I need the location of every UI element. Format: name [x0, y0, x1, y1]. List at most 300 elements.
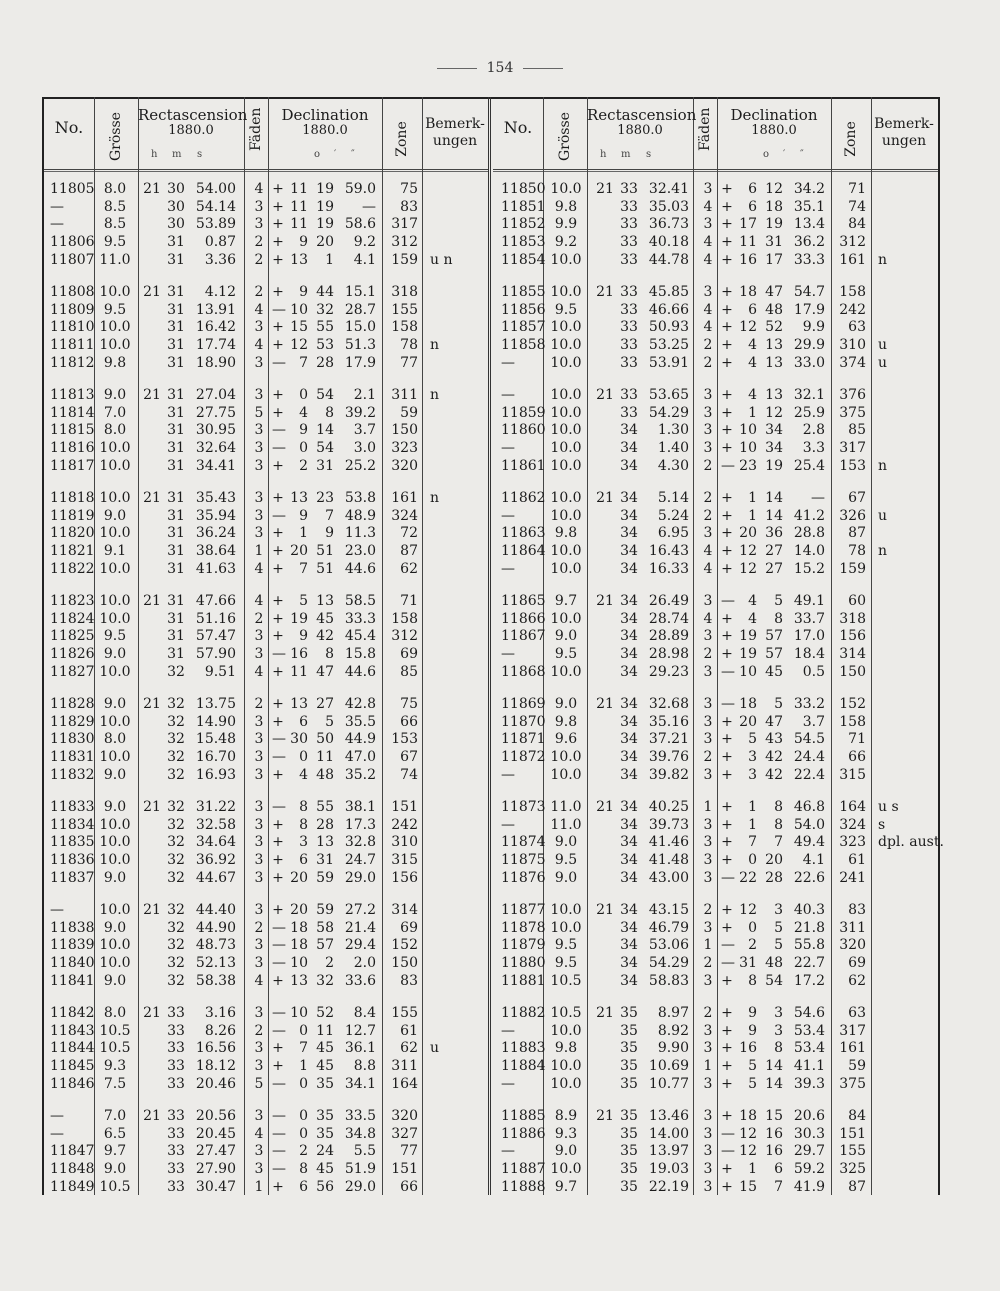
row-group [493, 902, 938, 990]
table-row [493, 714, 938, 732]
cell-dec-deg: 9 [299, 234, 308, 251]
cell-ra-m: 32 [167, 816, 185, 833]
table-row [44, 920, 488, 938]
cell-ra-s: 1.40 [657, 440, 689, 457]
cell-groesse: 10.0 [550, 543, 582, 560]
cell-faeden: 2 [254, 696, 264, 712]
cell-bemerkung: n [430, 387, 440, 403]
cell-ra-m: 31 [167, 422, 185, 439]
header-rectascension: Rectascension [587, 106, 697, 124]
cell-zone: 241 [839, 869, 866, 886]
cell-dec-sign: + [721, 799, 733, 815]
cell-zone: 74 [400, 766, 418, 783]
cell-dec-min: 59 [316, 869, 334, 886]
cell-dec-deg: 9 [299, 284, 308, 300]
cell-groesse: 10.0 [550, 319, 582, 336]
cell-dec-deg: 6 [748, 198, 757, 215]
cell-dec-sec: 53.4 [793, 1022, 825, 1039]
cell-dec-sec: 44.9 [344, 731, 376, 748]
cell-no: 11834 [50, 816, 95, 833]
cell-zone: 320 [839, 937, 866, 954]
cell-dec-deg: 13 [290, 696, 308, 712]
cell-ra-s: 46.79 [648, 919, 689, 936]
cell-dec-deg: 31 [739, 955, 757, 972]
table-row [493, 1005, 938, 1023]
cell-ra-s: 9.90 [657, 1040, 689, 1057]
cell-dec-deg: 4 [748, 593, 757, 609]
cell-groesse: 10.0 [99, 852, 131, 869]
table-row [44, 284, 488, 302]
cell-dec-deg: 19 [739, 628, 757, 645]
table-row [44, 767, 488, 785]
cell-dec-deg: 12 [739, 560, 757, 577]
cell-ra-h: 21 [143, 490, 161, 506]
cell-ra-m: 32 [167, 749, 185, 766]
cell-dec-deg: 1 [748, 799, 757, 815]
table-row [493, 302, 938, 320]
cell-ra-m: 34 [620, 955, 638, 972]
cell-no: 11868 [501, 663, 546, 680]
cell-groesse: 9.0 [103, 766, 127, 783]
table-row [44, 234, 488, 252]
cell-no: 11820 [50, 525, 95, 542]
table-row [493, 525, 938, 543]
cell-faeden: 3 [254, 525, 264, 542]
table-row [493, 216, 938, 234]
cell-groesse: 8.0 [103, 731, 127, 748]
cell-ra-s: 13.75 [195, 696, 236, 712]
cell-faeden: 3 [254, 646, 264, 663]
cell-faeden: 3 [703, 834, 713, 851]
cell-zone: 150 [391, 422, 418, 439]
cell-ra-m: 33 [620, 387, 638, 403]
cell-ra-m: 32 [167, 902, 185, 918]
cell-dec-deg: 10 [739, 440, 757, 457]
cell-ra-m: 33 [167, 1058, 185, 1075]
cell-ra-s: 3.16 [204, 1005, 236, 1021]
cell-dec-sign: + [721, 919, 733, 936]
cell-zone: 155 [839, 1143, 866, 1160]
cell-ra-s: 43.15 [648, 902, 689, 918]
cell-dec-sign: — [272, 422, 286, 439]
cell-groesse: 9.0 [103, 799, 127, 815]
cell-ra-s: 41.48 [648, 852, 689, 869]
table-row [493, 696, 938, 714]
cell-no: 11825 [50, 628, 95, 645]
table-row [44, 458, 488, 476]
cell-faeden: 4 [254, 593, 264, 609]
cell-dec-deg: 18 [290, 919, 308, 936]
cell-faeden: 4 [703, 543, 713, 560]
cell-no: 11830 [50, 731, 95, 748]
cell-groesse: 9.0 [554, 696, 578, 712]
table-row [44, 628, 488, 646]
cell-faeden: 3 [254, 1040, 264, 1057]
cell-dec-sign: — [272, 1005, 286, 1021]
table-row [44, 1005, 488, 1023]
cell-dec-deg: 1 [299, 525, 308, 542]
table-row [44, 181, 488, 199]
cell-groesse: 9.7 [103, 1143, 127, 1160]
cell-no: 11864 [501, 543, 546, 560]
cell-no: 11829 [50, 713, 95, 730]
cell-dec-sec: 54.6 [793, 1005, 825, 1021]
cell-dec-deg: 11 [290, 198, 308, 215]
cell-groesse: 10.0 [550, 440, 582, 457]
cell-ra-s: 58.38 [195, 972, 236, 989]
cell-no: 11818 [50, 490, 95, 506]
cell-dec-sign: + [721, 902, 733, 918]
cell-dec-sign: + [721, 422, 733, 439]
cell-groesse: 10.0 [99, 593, 131, 609]
cell-no: 11876 [501, 869, 546, 886]
cell-ra-m: 34 [620, 610, 638, 627]
cell-groesse: 9.5 [103, 301, 127, 318]
table-row [493, 1126, 938, 1144]
cell-groesse: 9.5 [554, 955, 578, 972]
cell-faeden: 1 [703, 799, 713, 815]
cell-dec-sec: 29.0 [344, 1178, 376, 1195]
cell-dec-sign: + [272, 251, 284, 268]
cell-dec-min: 13 [765, 337, 783, 354]
cell-ra-s: 3.36 [204, 251, 236, 268]
cell-ra-s: 4.12 [204, 284, 236, 300]
cell-dec-min: 48 [765, 955, 783, 972]
cell-bemerkung: u [878, 337, 888, 354]
cell-no: 11845 [50, 1058, 95, 1075]
cell-dec-sec: 29.4 [344, 937, 376, 954]
cell-zone: 74 [848, 198, 866, 215]
cell-dec-min: 45 [765, 663, 783, 680]
cell-faeden: 3 [703, 284, 713, 300]
cell-no: 11879 [501, 937, 546, 954]
cell-dec-min: 8 [774, 816, 783, 833]
cell-no: 11857 [501, 319, 546, 336]
table-row [44, 646, 488, 664]
cell-dec-min: 55 [316, 319, 334, 336]
cell-ra-s: 36.92 [195, 852, 236, 869]
cell-ra-s: 29.23 [648, 663, 689, 680]
cell-ra-m: 32 [167, 869, 185, 886]
cell-faeden: 4 [254, 301, 264, 318]
cell-ra-m: 33 [620, 181, 638, 197]
cell-bemerkung: n [878, 543, 888, 560]
cell-groesse: 10.0 [550, 560, 582, 577]
cell-dec-sign: — [272, 1143, 286, 1160]
cell-faeden: 3 [703, 440, 713, 457]
cell-ra-s: 48.73 [195, 937, 236, 954]
cell-dec-sec: 53.8 [344, 490, 376, 506]
cell-faeden: 3 [254, 852, 264, 869]
cell-dec-deg: 5 [748, 1058, 757, 1075]
header-bemerkungen-2: ungen [881, 133, 927, 149]
cell-ra-s: 35.43 [195, 490, 236, 506]
cell-ra-m: 31 [167, 457, 185, 474]
header-declination: Declination [730, 106, 818, 124]
cell-dec-deg: 11 [290, 216, 308, 233]
cell-zone: 315 [391, 852, 418, 869]
cell-dec-sec: 33.6 [344, 972, 376, 989]
cell-no: — [501, 766, 515, 783]
cell-zone: 375 [839, 1075, 866, 1092]
cell-ra-h: 21 [596, 1108, 614, 1124]
cell-ra-m: 31 [167, 440, 185, 457]
cell-groesse: 10.0 [550, 1075, 582, 1092]
cell-ra-m: 31 [167, 354, 185, 371]
cell-dec-sec: 3.7 [802, 713, 825, 730]
cell-no: 11819 [50, 507, 95, 524]
cell-groesse: 10.0 [99, 816, 131, 833]
cell-faeden: 3 [703, 816, 713, 833]
cell-faeden: 3 [254, 628, 264, 645]
cell-ra-s: 40.18 [648, 234, 689, 251]
cell-ra-m: 34 [620, 799, 638, 815]
cell-zone: 156 [391, 869, 418, 886]
cell-dec-sec: 17.3 [344, 816, 376, 833]
cell-dec-min: 35 [316, 1108, 334, 1124]
table-row [44, 799, 488, 817]
cell-faeden: 3 [254, 490, 264, 506]
cell-groesse: 8.0 [103, 181, 127, 197]
cell-dec-min: 31 [316, 457, 334, 474]
cell-bemerkung: u n [430, 251, 453, 268]
cell-dec-sign: + [272, 816, 284, 833]
cell-no: 11848 [50, 1161, 95, 1178]
cell-groesse: 10.0 [550, 404, 582, 421]
cell-faeden: 3 [254, 1108, 264, 1124]
cell-zone: 87 [848, 1178, 866, 1195]
cell-dec-sign: + [721, 1040, 733, 1057]
cell-dec-sec: 15.2 [793, 560, 825, 577]
cell-faeden: 3 [703, 1108, 713, 1124]
cell-dec-deg: 2 [299, 457, 308, 474]
cell-dec-deg: 6 [748, 181, 757, 197]
cell-groesse: 10.0 [99, 937, 131, 954]
header-dec-min: ′ [783, 149, 786, 160]
cell-dec-min: 5 [774, 937, 783, 954]
cell-groesse: 10.5 [99, 1022, 131, 1039]
table-row [493, 749, 938, 767]
row-group [493, 593, 938, 681]
cell-ra-s: 16.93 [195, 766, 236, 783]
cell-no: 11887 [501, 1161, 546, 1178]
cell-dec-deg: 0 [299, 387, 308, 403]
cell-zone: 151 [839, 1125, 866, 1142]
cell-ra-m: 33 [620, 301, 638, 318]
cell-no: 11875 [501, 852, 546, 869]
cell-dec-deg: 20 [290, 869, 308, 886]
cell-no: 11858 [501, 337, 546, 354]
cell-dec-sec: 29.9 [793, 337, 825, 354]
cell-dec-deg: 10 [290, 1005, 308, 1021]
cell-ra-s: 16.56 [195, 1040, 236, 1057]
cell-dec-min: 14 [765, 490, 783, 506]
cell-zone: 75 [400, 181, 418, 197]
cell-ra-s: 4.30 [657, 457, 689, 474]
table-row [493, 920, 938, 938]
cell-dec-deg: 12 [739, 1143, 757, 1160]
header-dec-deg: o [763, 149, 770, 160]
table-row [493, 1108, 938, 1126]
cell-dec-min: 19 [316, 181, 334, 197]
cell-dec-sec: 49.1 [793, 593, 825, 609]
cell-ra-s: 1.30 [657, 422, 689, 439]
cell-no: 11854 [501, 251, 546, 268]
cell-ra-h: 21 [596, 490, 614, 506]
cell-faeden: 3 [703, 404, 713, 421]
cell-dec-sign: — [272, 955, 286, 972]
cell-dec-min: 17 [765, 251, 783, 268]
cell-dec-deg: 12 [290, 337, 308, 354]
table-row [493, 973, 938, 991]
cell-dec-sec: 4.1 [353, 251, 376, 268]
cell-ra-m: 31 [167, 337, 185, 354]
header-bemerkungen-1: Bemerk- [425, 116, 485, 132]
cell-dec-deg: 6 [299, 852, 308, 869]
cell-groesse: 9.0 [103, 507, 127, 524]
cell-dec-sign: — [272, 646, 286, 663]
cell-ra-m: 35 [620, 1022, 638, 1039]
cell-dec-sec: 49.4 [793, 834, 825, 851]
cell-zone: 310 [391, 834, 418, 851]
cell-dec-sec: 44.6 [344, 663, 376, 680]
cell-faeden: 3 [254, 766, 264, 783]
cell-groesse: 11.0 [550, 799, 582, 815]
cell-groesse: 10.0 [550, 181, 582, 197]
cell-ra-m: 34 [620, 749, 638, 766]
cell-groesse: 10.0 [99, 440, 131, 457]
table-row [44, 714, 488, 732]
cell-dec-deg: 4 [748, 387, 757, 403]
cell-ra-m: 33 [620, 251, 638, 268]
cell-dec-sec: 4.1 [802, 852, 825, 869]
cell-zone: 153 [391, 731, 418, 748]
cell-dec-deg: 4 [748, 337, 757, 354]
catalog-table-left [44, 97, 488, 1195]
cell-dec-sign: + [272, 284, 284, 300]
cell-ra-m: 32 [167, 937, 185, 954]
cell-ra-h: 21 [143, 1108, 161, 1124]
row-group [493, 181, 938, 269]
cell-dec-sign: + [721, 440, 733, 457]
cell-dec-sign: + [721, 646, 733, 663]
cell-ra-s: 16.43 [648, 543, 689, 560]
cell-dec-min: 16 [765, 1143, 783, 1160]
cell-dec-sec: 34.8 [344, 1125, 376, 1142]
cell-zone: 85 [848, 422, 866, 439]
cell-no: 11837 [50, 869, 95, 886]
cell-ra-m: 35 [620, 1005, 638, 1021]
cell-dec-min: 19 [765, 457, 783, 474]
table-row [44, 302, 488, 320]
cell-zone: 323 [839, 834, 866, 851]
cell-faeden: 2 [254, 610, 264, 627]
cell-no: 11865 [501, 593, 546, 609]
cell-dec-deg: 0 [299, 749, 308, 766]
cell-dec-sec: 33.0 [793, 354, 825, 371]
cell-ra-m: 32 [167, 696, 185, 712]
cell-dec-min: 54 [765, 972, 783, 989]
cell-ra-m: 33 [167, 1022, 185, 1039]
cell-groesse: 10.0 [550, 354, 582, 371]
cell-faeden: 4 [703, 610, 713, 627]
cell-ra-m: 31 [167, 646, 185, 663]
cell-faeden: 3 [254, 937, 264, 954]
cell-dec-sign: — [721, 1125, 735, 1142]
cell-dec-sec: 36.2 [793, 234, 825, 251]
cell-no: — [50, 902, 64, 918]
cell-dec-sec: 2.1 [353, 387, 376, 403]
cell-ra-s: 6.95 [657, 525, 689, 542]
cell-ra-m: 34 [620, 902, 638, 918]
cell-ra-s: 8.26 [204, 1022, 236, 1039]
cell-ra-s: 54.14 [195, 198, 236, 215]
cell-faeden: 2 [703, 337, 713, 354]
cell-dec-sec: 54.7 [793, 284, 825, 300]
cell-dec-deg: 5 [299, 593, 308, 609]
cell-faeden: 3 [703, 696, 713, 712]
cell-dec-sign: + [721, 181, 733, 197]
cell-no: 11855 [501, 284, 546, 300]
row-group [44, 799, 488, 887]
cell-zone: 317 [391, 216, 418, 233]
cell-zone: 69 [400, 919, 418, 936]
cell-groesse: 9.8 [554, 713, 578, 730]
header-dec-sec: ″ [800, 149, 804, 160]
cell-no: — [501, 440, 515, 457]
cell-zone: 317 [839, 1022, 866, 1039]
cell-dec-deg: 13 [290, 490, 308, 506]
cell-dec-deg: 17 [739, 216, 757, 233]
cell-dec-min: 20 [765, 852, 783, 869]
cell-ra-m: 31 [167, 404, 185, 421]
table-row [44, 543, 488, 561]
cell-faeden: 3 [703, 972, 713, 989]
cell-dec-sec: 55.8 [793, 937, 825, 954]
cell-groesse: 10.0 [99, 319, 131, 336]
cell-dec-deg: 22 [739, 869, 757, 886]
cell-dec-sign: — [272, 301, 286, 318]
cell-no: 11863 [501, 525, 546, 542]
cell-dec-min: 7 [774, 1178, 783, 1195]
cell-zone: 156 [839, 628, 866, 645]
cell-dec-deg: 3 [748, 766, 757, 783]
cell-zone: 87 [848, 525, 866, 542]
cell-ra-s: 57.47 [195, 628, 236, 645]
cell-ra-m: 34 [620, 457, 638, 474]
cell-dec-sec: 3.3 [802, 440, 825, 457]
row-group [44, 593, 488, 681]
cell-ra-s: 52.13 [195, 955, 236, 972]
cell-dec-min: 52 [765, 319, 783, 336]
cell-dec-min: 7 [325, 507, 334, 524]
cell-ra-m: 34 [620, 440, 638, 457]
cell-zone: 159 [391, 251, 418, 268]
cell-ra-s: 19.03 [648, 1161, 689, 1178]
cell-groesse: 9.0 [103, 1161, 127, 1178]
cell-dec-deg: 8 [299, 799, 308, 815]
cell-faeden: 2 [703, 490, 713, 506]
table-row [44, 696, 488, 714]
cell-groesse: 10.0 [550, 422, 582, 439]
cell-ra-m: 32 [167, 766, 185, 783]
cell-faeden: 3 [254, 869, 264, 886]
cell-groesse: 10.0 [550, 457, 582, 474]
cell-dec-min: 3 [774, 1005, 783, 1021]
cell-dec-sign: — [721, 955, 735, 972]
cell-groesse: 10.0 [99, 560, 131, 577]
cell-no: 11824 [50, 610, 95, 627]
